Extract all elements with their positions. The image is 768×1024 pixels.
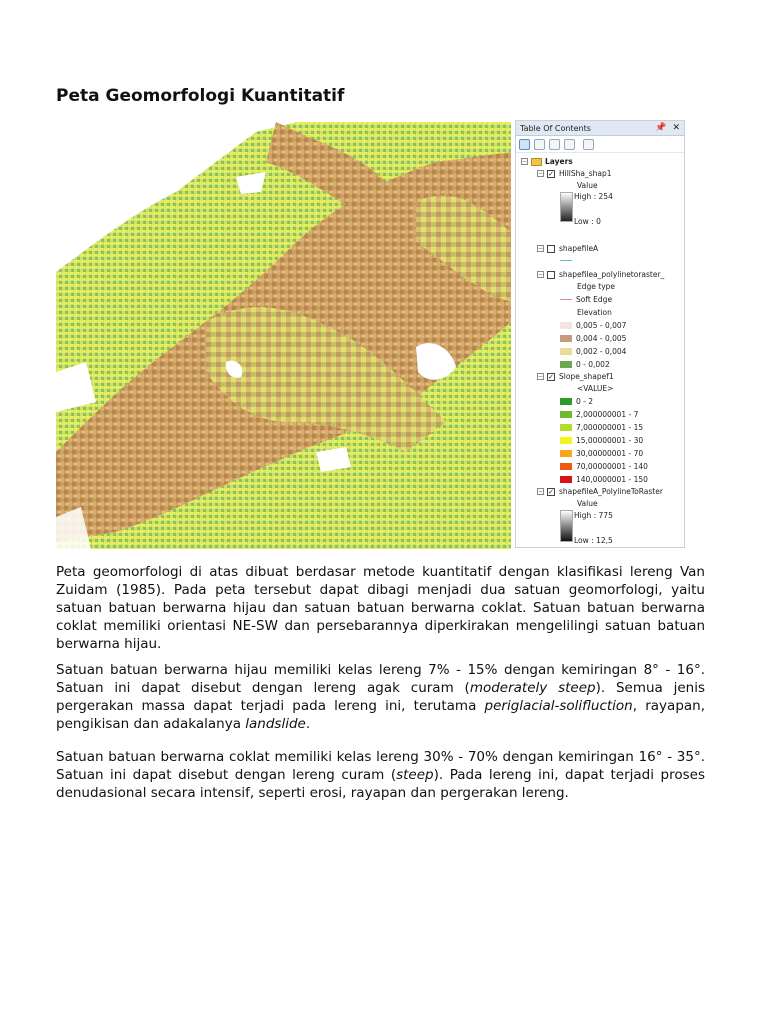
legend-class-label: 70,00000001 - 140 — [576, 462, 648, 471]
legend-class-label: 0 - 2 — [576, 397, 594, 406]
collapse-icon[interactable]: − — [522, 158, 528, 165]
legend-high: High : 775 — [574, 511, 613, 520]
legend-class-label: 0,005 - 0,007 — [576, 321, 627, 330]
legend-high: High : 254 — [574, 192, 613, 201]
legend-low: Low : 12,5 — [574, 536, 613, 545]
legend-class — [560, 359, 610, 370]
list-by-selection-icon[interactable] — [564, 139, 575, 150]
legend-swatch — [560, 348, 572, 355]
legend-class-label: 0,004 - 0,005 — [576, 334, 627, 343]
legend-class-label: 0,002 - 0,004 — [576, 347, 627, 356]
soft-edge-symbol — [560, 299, 572, 300]
legend-swatch — [560, 463, 572, 470]
pin-icon[interactable]: 📌 — [655, 123, 667, 133]
layer-visibility-checkbox[interactable] — [547, 271, 555, 279]
hillshade-gradient-ramp — [560, 192, 573, 222]
document-title: Peta Geomorfologi Kuantitatif — [56, 86, 345, 106]
legend-swatch — [560, 398, 572, 405]
legend-class-label: 2,000000001 - 7 — [576, 410, 639, 419]
legend-class — [560, 346, 626, 357]
elevation-gradient-ramp — [560, 510, 573, 542]
layer-polyline-raster[interactable] — [537, 269, 664, 280]
legend-low: Low : 0 — [574, 217, 601, 226]
term-moderately-steep: moderately steep — [469, 680, 596, 696]
legend-soft-edge: Soft Edge — [560, 294, 612, 305]
layer-name: shapefilea_polylinetoraster_ — [559, 270, 665, 279]
legend-class-label: 140,0000001 - 150 — [576, 475, 648, 484]
table-of-contents-panel — [515, 120, 685, 548]
term-landslide: landslide — [245, 716, 306, 732]
paragraph-1: Peta geomorfologi di atas dibuat berdasar metode kuantitatif dengan klasifikasi lereng Van Zuidam (1985). Pada peta tersebut dapat dibagi menjadi dua satuan geomorfologi, yaitu satuan batuan berwarna hijau dan satuan batuan berwarna coklat. Satuan batuan berwarna coklat memiliki orientasi NE-SW dan persebarannya diperkirakan mengelilingi satuan batuan berwarna hijau. — [56, 564, 705, 652]
legend-class — [560, 396, 593, 407]
legend-class — [560, 409, 638, 420]
legend-swatch — [560, 322, 572, 329]
legend-swatch — [560, 411, 572, 418]
legend-class — [560, 474, 648, 485]
legend-label: Elevation — [577, 308, 612, 317]
line-symbol — [560, 260, 572, 261]
collapse-icon[interactable]: − — [538, 488, 544, 495]
legend-class-label: 0 - 0,002 — [576, 360, 610, 369]
layers-root-label: Layers — [545, 157, 573, 166]
layer-shapefilea[interactable] — [537, 243, 598, 254]
toc-toolbar — [516, 136, 684, 153]
toc-title: Table Of Contents — [520, 123, 591, 133]
layer-slope[interactable] — [537, 371, 614, 382]
close-icon[interactable]: ✕ — [672, 123, 680, 133]
legend-swatch — [560, 437, 572, 444]
legend-label: <VALUE> — [577, 384, 614, 393]
layers-folder-icon — [531, 158, 542, 166]
paragraph-3: Satuan batuan berwarna coklat memiliki kelas lereng 30% - 70% dengan kemiringan 16° - 35°. Satuan ini dapat disebut dengan lereng curam (steep). Pada lereng ini, dapat terjadi proses denudasional secara intensif, seperti erosi, rayapan dan pergerakan lereng. — [56, 749, 705, 801]
legend-swatch — [560, 335, 572, 342]
list-by-visibility-icon[interactable] — [549, 139, 560, 150]
legend-class-label: 7,000000001 - 15 — [576, 423, 644, 432]
options-icon[interactable] — [583, 139, 594, 150]
legend-swatch — [560, 450, 572, 457]
layers-root[interactable] — [521, 156, 573, 167]
layer-name: shapefileA_PolylineToRaster — [559, 487, 663, 496]
legend-swatch — [560, 476, 572, 483]
toc-titlebar — [516, 121, 684, 136]
layer-polyline-raster-2[interactable] — [537, 486, 663, 497]
collapse-icon[interactable]: − — [538, 373, 544, 380]
collapse-icon[interactable]: − — [538, 245, 544, 252]
list-by-drawing-order-icon[interactable] — [519, 139, 530, 150]
collapse-icon[interactable]: − — [538, 170, 544, 177]
legend-swatch — [560, 361, 572, 368]
term-steep: steep — [396, 767, 434, 783]
list-by-source-icon[interactable] — [534, 139, 545, 150]
legend-swatch — [560, 424, 572, 431]
layer-hillshade[interactable] — [537, 168, 612, 179]
legend-label: Value — [577, 181, 598, 190]
legend-class — [560, 461, 648, 472]
geomorphology-map — [56, 122, 511, 549]
legend-class — [560, 333, 626, 344]
legend-class-label: 30,00000001 - 70 — [576, 449, 644, 458]
legend-label: Edge type — [577, 282, 616, 291]
legend-class — [560, 422, 643, 433]
term-periglacial: periglacial-solifluction — [484, 698, 633, 714]
legend-class — [560, 448, 643, 459]
layer-name: HillSha_shap1 — [559, 169, 612, 178]
legend-class — [560, 435, 643, 446]
paragraph-2: Satuan batuan berwarna hijau memiliki kelas lereng 7% - 15% dengan kemiringan 8° - 16°. Satuan ini dapat disebut dengan lereng agak curam (moderately steep). Semua jenis pergerakan massa dapat terjadi pada lereng ini, terutama periglacial-solifluction, rayapan, pengikisan dan adakalanya landslide. — [56, 662, 706, 732]
layer-name: shapefileA — [559, 244, 599, 253]
layer-visibility-checkbox[interactable]: ✓ — [548, 169, 554, 178]
legend-class — [560, 320, 626, 331]
map-image — [56, 122, 511, 549]
layer-visibility-checkbox[interactable]: ✓ — [548, 487, 554, 496]
legend-class-label: 15,00000001 - 30 — [576, 436, 644, 445]
layer-visibility-checkbox[interactable]: ✓ — [548, 372, 554, 381]
collapse-icon[interactable]: − — [538, 271, 544, 278]
layer-name: Slope_shapef1 — [559, 372, 614, 381]
legend-label: Value — [577, 499, 598, 508]
layer-visibility-checkbox[interactable] — [547, 245, 555, 253]
